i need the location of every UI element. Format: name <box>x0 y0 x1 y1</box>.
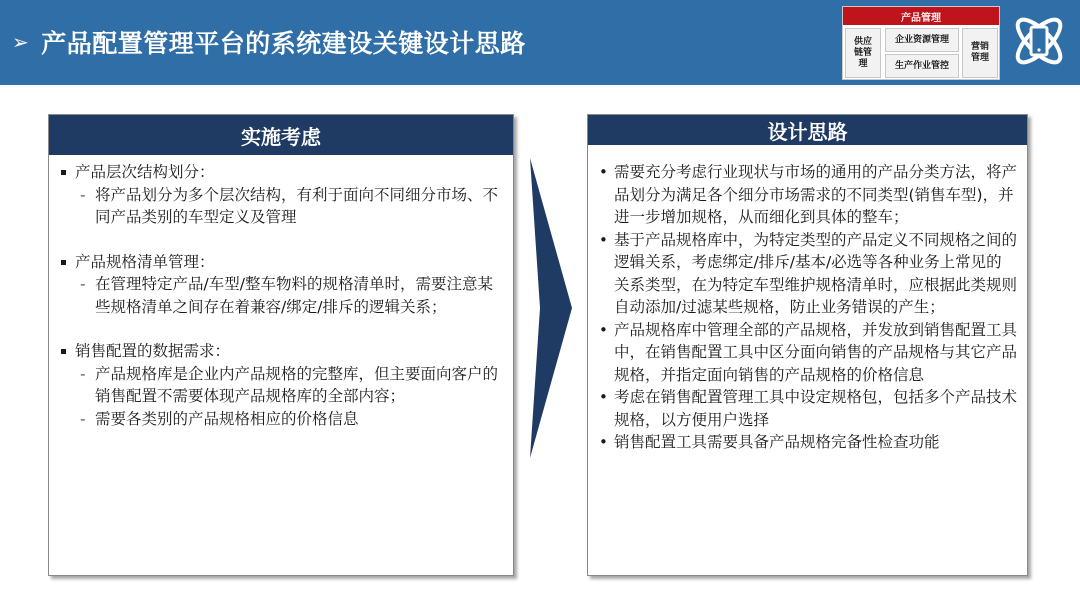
chevron-arrow-icon <box>530 158 572 458</box>
list-item: - 将产品划分为多个层次结构，有利于面向不同细分市场、不同产品类别的车型定义及管理 <box>59 184 503 229</box>
left-panel-body <box>49 155 513 575</box>
mini-diagram-left-label: 供应链管理 <box>853 36 872 69</box>
right-panel <box>587 114 1028 576</box>
header-bar <box>0 0 1080 85</box>
mini-diagram <box>842 6 1000 80</box>
list-item: - 需要各类别的产品规格相应的价格信息 <box>59 408 503 431</box>
mini-diagram-center-bottom: 生产作业管控 <box>885 54 959 78</box>
mini-diagram-right-label: 营销管理 <box>970 42 989 63</box>
left-panel <box>48 114 514 576</box>
atom-phone-icon <box>1008 10 1070 72</box>
list-item: - 产品规格库是企业内产品规格的完整库，但主要面向客户的销售配置不需要体现产品规格库的全部内容； <box>59 363 503 408</box>
list-item: • 基于产品规格库中，为特定类型的产品定义不同规格之间的逻辑关系，考虑绑定/排斥/基本/必选等各种业务上常见的关系类型，在为特定车型维护规格清单时，应根据此类规则自动添加/过滤某些规格，防止业务错误的产生； <box>598 229 1017 319</box>
page-title: 产品配置管理平台的系统建设关键设计思路 <box>41 29 526 58</box>
right-panel-title: 设计思路 <box>588 115 1027 145</box>
page-title-row <box>12 22 526 62</box>
right-panel-body <box>588 145 1027 575</box>
list-item: • 考虑在销售配置管理工具中设定规格包，包括多个产品技术规格，以方便用户选择 <box>598 386 1017 431</box>
mini-diagram-left <box>845 28 881 78</box>
list-item-heading: 销售配置的数据需求： <box>59 340 503 363</box>
mini-diagram-right <box>962 28 998 78</box>
list-item: - 在管理特定产品/车型/整车物料的规格清单时，需要注意某些规格清单之间存在着兼容/绑定/排斥的逻辑关系； <box>59 273 503 318</box>
list-item: • 销售配置工具需要具备产品规格完备性检查功能 <box>598 431 1017 454</box>
mini-diagram-top: 产品管理 <box>843 7 999 25</box>
list-item: • 产品规格库中管理全部的产品规格，并发放到销售配置工具中，在销售配置工具中区分面向销售的产品规格与其它产品规格，并指定面向销售的产品规格的价格信息 <box>598 319 1017 387</box>
chevron-right-icon: ➢ <box>12 30 30 54</box>
list-item: • 需要充分考虑行业现状与市场的通用的产品分类方法，将产品划分为满足各个细分市场需求的不同类型(销售车型)，并进一步增加规格，从而细化到具体的整车； <box>598 161 1017 229</box>
left-panel-title: 实施考虑 <box>49 115 513 155</box>
mini-diagram-center-top: 企业资源管理 <box>885 28 959 52</box>
list-item-heading: 产品规格清单管理： <box>59 251 503 274</box>
list-item-heading: 产品层次结构划分： <box>59 161 503 184</box>
